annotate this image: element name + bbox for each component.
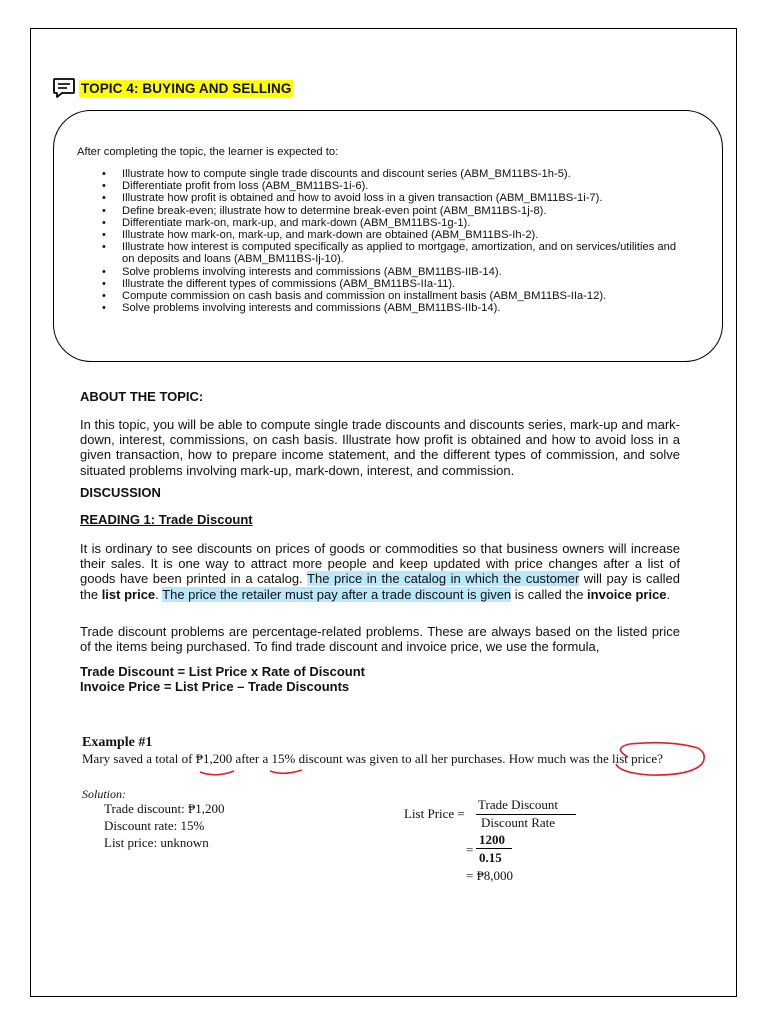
objective-item: • Illustrate how profit is obtained and how to avoid loss in a given transaction (ABM_BM11BS-1i-7). bbox=[102, 192, 682, 204]
discussion-paragraph-1 bbox=[80, 541, 680, 602]
objectives-list bbox=[102, 168, 682, 314]
result-value: = ₱8,000 bbox=[466, 868, 514, 883]
text-run: . bbox=[666, 586, 671, 602]
discussion-paragraph-2: Trade discount problems are percentage-related problems. These are always based on the listed price of the items being purchased. To find trade discount and invoice price, we use the formula, bbox=[80, 624, 680, 655]
fraction-numerator: Trade Discount bbox=[478, 797, 559, 812]
text-run: . bbox=[155, 586, 163, 602]
objective-item: • Illustrate how mark-on, mark-up, and mark-down are obtained (ABM_BM11BS-Ih-2). bbox=[102, 229, 682, 241]
term-invoice-price: invoice price bbox=[587, 586, 667, 602]
text-run: It is ordinary to see discounts on prices of goods or commodities so that business owners will increase their sales. It is one way to attract more people and keep updated with price changes after a list of goods have been printed in a catalog. bbox=[80, 541, 680, 587]
about-paragraph: In this topic, you will be able to compute single trade discounts and discounts series, mark-up and mark-down, interest, commissions, on cash basis. Illustrate how profit is obtained and how to avoid loss in a given transaction, how to prepare income statement, and the different types of commission, and solve situated problems involving mark-up, mark-down, interest, and commission. bbox=[80, 417, 680, 478]
example-problem: Mary saved a total of ₱1,200 after a 15% discount was given to all her purchases. How much was the list price? bbox=[82, 751, 663, 766]
fraction-denominator: Discount Rate bbox=[481, 815, 556, 830]
objective-item: • Illustrate the different types of commissions (ABM_BM11BS-IIa-11). bbox=[102, 278, 682, 290]
numeric-denominator: 0.15 bbox=[479, 850, 502, 865]
objective-item: • Differentiate mark-on, mark-up, and mark-down (ABM_BM11BS-1g-1). bbox=[102, 217, 682, 229]
formula-trade-discount: Trade Discount = List Price x Rate of Discount bbox=[80, 664, 365, 679]
given-trade-discount: Trade discount: ₱1,200 bbox=[104, 801, 225, 816]
objectives-intro: After completing the topic, the learner is expected to: bbox=[77, 146, 339, 158]
given-discount-rate: Discount rate: 15% bbox=[104, 818, 205, 833]
highlighted-text: The price in the catalog in which the customer bbox=[307, 571, 580, 587]
discussion-heading: DISCUSSION bbox=[80, 485, 161, 500]
given-list-price: List price: unknown bbox=[104, 835, 209, 850]
text-run: is called the bbox=[511, 586, 588, 602]
text-run: will pay is called the bbox=[80, 571, 681, 602]
objective-item: • Compute commission on cash basis and commission on installment basis (ABM_BM11BS-IIa-12). bbox=[102, 290, 682, 302]
objective-item: • Solve problems involving interests and commissions (ABM_BM11BS-IIb-14). bbox=[102, 302, 682, 314]
solution-label: Solution: bbox=[82, 787, 126, 801]
objective-item: • Solve problems involving interests and commissions (ABM_BM11BS-IIB-14). bbox=[102, 266, 682, 278]
example-title: Example #1 bbox=[82, 735, 153, 750]
objective-item: • Define break-even; illustrate how to determine break-even point (ABM_BM11BS-1j-8). bbox=[102, 205, 682, 217]
objective-item: • Differentiate profit from loss (ABM_BM11BS-1i-6). bbox=[102, 180, 682, 192]
numeric-numerator: 1200 bbox=[479, 832, 505, 847]
numeric-fraction-bar bbox=[476, 848, 512, 849]
topic-header bbox=[52, 77, 293, 99]
reading-title: READING 1: Trade Discount bbox=[80, 512, 253, 527]
objective-item: • Illustrate how interest is computed specifically as applied to mortgage, amortization, and on services/utilities and on deposits and loans (ABM_BM11BS-Ij-10). bbox=[102, 241, 682, 265]
topic-title: TOPIC 4: BUYING AND SELLING bbox=[81, 80, 292, 96]
equals-sign: = bbox=[466, 842, 474, 857]
objective-item: • Illustrate how to compute single trade discounts and discount series (ABM_BM11BS-1h-5). bbox=[102, 168, 682, 180]
note-icon bbox=[52, 77, 76, 99]
formula-invoice-price: Invoice Price = List Price – Trade Discounts bbox=[80, 679, 350, 694]
about-heading: ABOUT THE TOPIC: bbox=[80, 389, 204, 404]
term-list-price: list price bbox=[101, 586, 156, 602]
highlighted-text: The price the retailer must pay after a trade discount is given bbox=[162, 586, 512, 602]
formula-lhs: List Price = bbox=[404, 806, 465, 821]
